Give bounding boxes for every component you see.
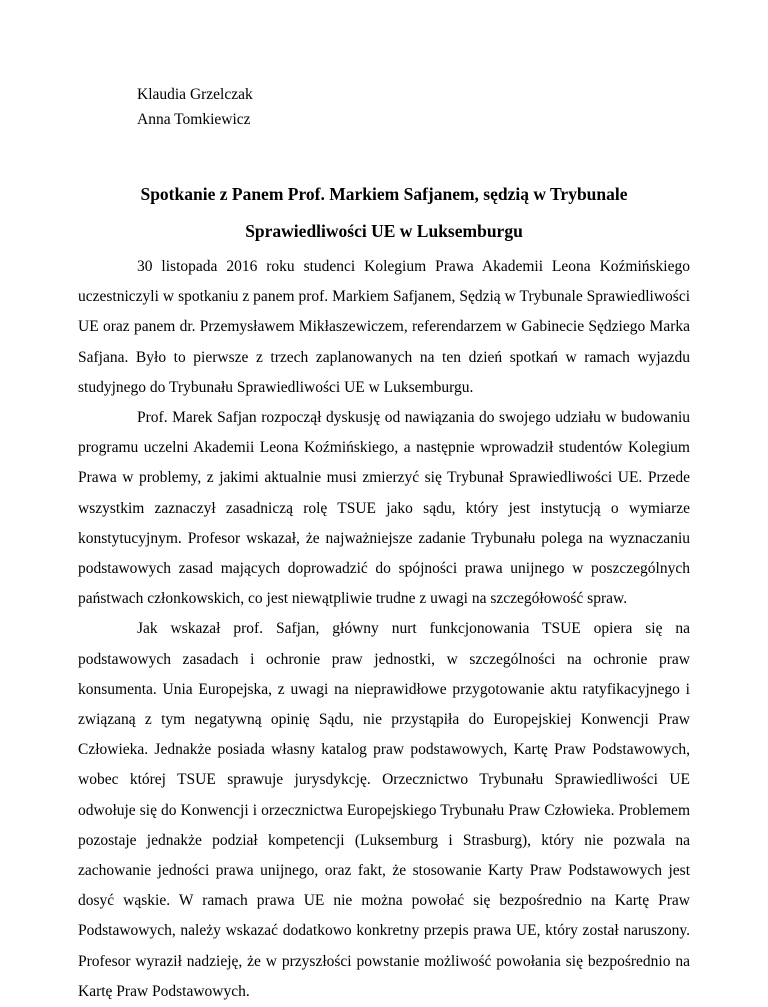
author-name: Anna Tomkiewicz bbox=[137, 111, 251, 128]
body-paragraph: Prof. Marek Safjan rozpoczął dyskusję od nawiązania do swojego udziału w budowaniu programu uczelni Akademii Leona Koźmińskiego, a następnie wprowadził studentów Kolegium Prawa w problemy, z jakimi aktualnie musi zmierzyć się Trybunał Sprawiedliwości UE. Przede wszystkim zaznaczył zasadniczą rolę TSUE jako sądu, który jest instytucją o wymiarze konstytucyjnym. Profesor wskazał, że najważniejsze zadanie Trybunału polega na wyznaczaniu podstawowych zasad mających doprowadzić do spójności prawa unijnego w poszczególnych państwach członkowskich, co jest niewątpliwie trudne z uwagi na szczegółowość spraw. bbox=[78, 409, 690, 608]
author-name: Klaudia Grzelczak bbox=[137, 86, 253, 103]
body-paragraph: 30 listopada 2016 roku studenci Kolegium Prawa Akademii Leona Koźmińskiego uczestniczyli w spotkaniu z panem prof. Markiem Safjanem, Sędzią w Trybunale Sprawiedliwości UE oraz panem dr. Przemysławem Mikłaszewiczem, referendarzem w Gabinecie Sędziego Marka Safjana. Było to pierwsze z trzech zaplanowanych na ten dzień spotkań w ramach wyjazdu studyjnego do Trybunału Sprawiedliwości UE w Luksemburgu. bbox=[78, 258, 690, 396]
authors-block bbox=[137, 82, 253, 132]
body-paragraph: Jak wskazał prof. Safjan, główny nurt funkcjonowania TSUE opiera się na podstawowych zasadach i ochronie praw jednostki, w szczególności na ochronie praw konsumenta. Unia Europejska, z uwagi na nieprawidłowe przygotowanie aktu ratyfikacyjnego i związaną z tym negatywną opinię Sądu, nie przystąpiła do Europejskiej Konwencji Praw Człowieka. Jednakże posiada własny katalog praw podstawowych, Kartę Praw Podstawowych, wobec której TSUE sprawuje jurysdykcję. Orzecznictwo Trybunału Sprawiedliwości UE odwołuje się do Konwencji i orzecznictwa Europejskiego Trybunału Praw Człowieka. Problemem pozostaje jednakże podział kompetencji (Luksemburg i Strasburg), który nie pozwala na zachowanie jedności prawa unijnego, oraz fakt, że stosowanie Karty Praw Podstawowych jest dosyć wąskie. W ramach prawa UE nie można powołać się bezpośrednio na Kartę Praw Podstawowych, należy wskazać dodatkowo konkretny przepis prawa UE, który został naruszony. Profesor wyraził nadzieję, że w przyszłości powstanie możliwość powołania się bezpośrednio na Kartę Praw Podstawowych. bbox=[78, 620, 690, 1000]
document-body bbox=[78, 252, 690, 1007]
document-title: Spotkanie z Panem Prof. Markiem Safjanem, sędzią w Trybunale Sprawiedliwości UE w Luksemburgu bbox=[140, 184, 628, 241]
